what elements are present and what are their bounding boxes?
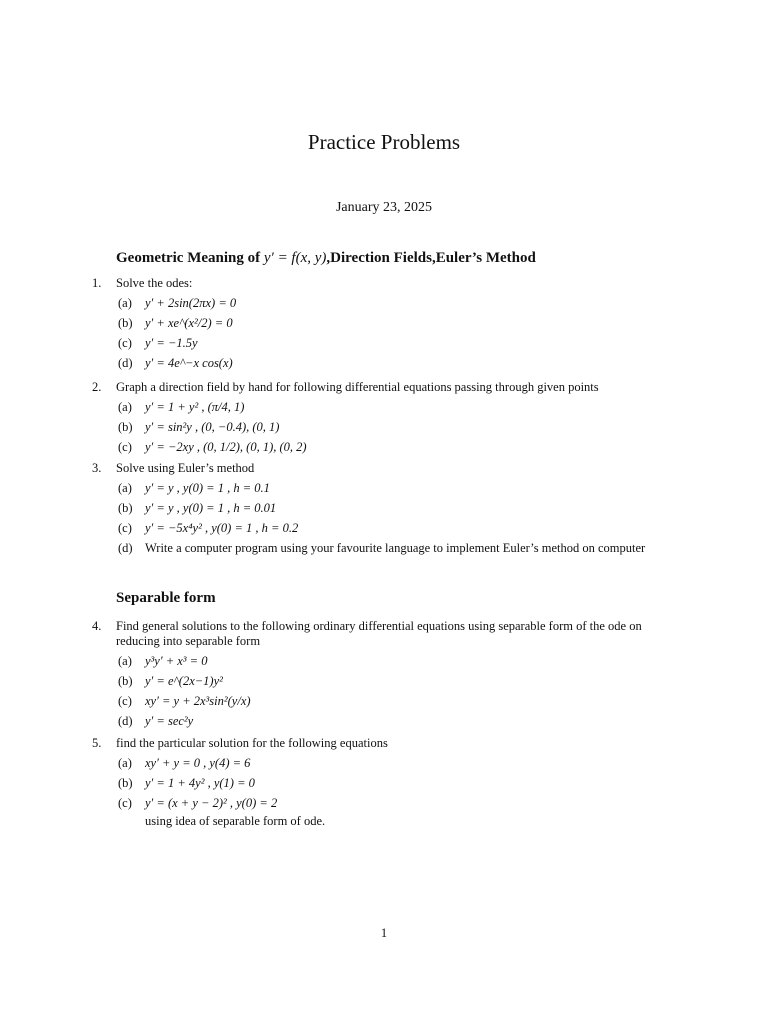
- problem-item: [118, 756, 682, 776]
- problem-item: [118, 521, 682, 541]
- item-text: y′ = y , y(0) = 1 , h = 0.1: [145, 481, 270, 495]
- problem-item: [118, 654, 682, 674]
- problem-5: [92, 736, 682, 829]
- item-text: y′ = 1 + 4y² , y(1) = 0: [145, 776, 255, 790]
- item-label: (d): [118, 541, 133, 555]
- item-text: y′ = e^(2x−1)y²: [145, 674, 223, 688]
- problem-item: [118, 796, 682, 816]
- item-label: (c): [118, 521, 132, 535]
- item-text: y′ + 2sin(2πx) = 0: [145, 296, 237, 310]
- item-text: Write a computer program using your favourite language to implement Euler’s method on computer: [145, 541, 646, 555]
- problem-number: 5.: [92, 736, 102, 750]
- problem-2: [92, 380, 682, 460]
- problem-items: [118, 400, 682, 460]
- item-text: y′ + xe^(x²/2) = 0: [145, 316, 233, 330]
- section-heading-geometric: [116, 250, 536, 267]
- section-heading-post: ,Direction Fields,Euler’s Method: [326, 250, 536, 266]
- item-label: (c): [118, 694, 132, 708]
- problem-items: [118, 481, 682, 577]
- problem-number: 1.: [92, 276, 102, 290]
- item-text: y′ = −2xy , (0, 1/2), (0, 1), (0, 2): [145, 440, 307, 454]
- item-text: y′ = −1.5y: [145, 336, 198, 350]
- item-text: y′ = sec²y: [145, 714, 194, 728]
- section-heading-separable: Separable form: [116, 590, 216, 606]
- problem-number: 3.: [92, 461, 102, 475]
- item-text: y′ = sin²y , (0, −0.4), (0, 1): [145, 420, 280, 434]
- problem-item: [118, 400, 682, 420]
- problem-item: [118, 541, 682, 577]
- item-text: y³y′ + x³ = 0: [145, 654, 208, 668]
- problem-item: [118, 501, 682, 521]
- item-label: (c): [118, 796, 132, 810]
- item-label: (a): [118, 296, 132, 310]
- problem-item: [118, 356, 682, 376]
- item-label: (c): [118, 336, 132, 350]
- problem-stem: Find general solutions to the following ordinary differential equations using separable form of the ode on reducing into separable form: [116, 619, 642, 648]
- problem-3: [92, 461, 682, 577]
- item-label: (a): [118, 400, 132, 414]
- item-label: (b): [118, 501, 133, 515]
- problem-item: [118, 316, 682, 336]
- problem-item: [118, 714, 682, 734]
- problem-items: [118, 654, 682, 734]
- problem-item: [118, 440, 682, 460]
- document-date: January 23, 2025: [335, 200, 433, 215]
- item-label: (a): [118, 654, 132, 668]
- problem-item: [118, 694, 682, 714]
- problem-item: [118, 776, 682, 796]
- problem-item: [118, 674, 682, 694]
- problem-number: 2.: [92, 380, 102, 394]
- problem-stem: find the particular solution for the following equations: [116, 736, 388, 750]
- item-label: (c): [118, 440, 132, 454]
- item-label: (b): [118, 316, 133, 330]
- document-title: Practice Problems: [307, 130, 461, 154]
- item-label: (b): [118, 420, 133, 434]
- section-heading-pre: Geometric Meaning of: [116, 250, 264, 266]
- item-label: (a): [118, 481, 132, 495]
- problem-items: [118, 756, 682, 816]
- section-heading-math: y′ = f(x, y): [263, 250, 327, 266]
- item-label: (d): [118, 714, 133, 728]
- item-text: xy′ + y = 0 , y(4) = 6: [145, 756, 251, 770]
- problem-number: 4.: [92, 619, 102, 633]
- item-text: y′ = 4e^−x cos(x): [145, 356, 233, 370]
- problem-item: [118, 481, 682, 501]
- item-label: (b): [118, 776, 133, 790]
- item-text: y′ = y , y(0) = 1 , h = 0.01: [145, 501, 277, 515]
- item-label: (a): [118, 756, 132, 770]
- problem-items: [118, 296, 682, 376]
- problem-note: using idea of separable form of ode.: [145, 814, 326, 828]
- problem-stem: Solve using Euler’s method: [116, 461, 255, 475]
- item-label: (b): [118, 674, 133, 688]
- page-number: 1: [380, 926, 388, 940]
- item-text: y′ = −5x⁴y² , y(0) = 1 , h = 0.2: [145, 521, 299, 535]
- item-text: y′ = (x + y − 2)² , y(0) = 2: [145, 796, 278, 810]
- problem-item: [118, 336, 682, 356]
- problem-4: [92, 619, 682, 734]
- problem-item: [118, 296, 682, 316]
- problem-1: [92, 276, 682, 376]
- item-label: (d): [118, 356, 133, 370]
- problem-stem: Solve the odes:: [116, 276, 193, 290]
- problem-stem: Graph a direction field by hand for following differential equations passing through given points: [116, 380, 599, 394]
- item-text: y′ = 1 + y² , (π/4, 1): [145, 400, 245, 414]
- item-text: xy′ = y + 2x³sin²(y/x): [145, 694, 251, 708]
- problem-item: [118, 420, 682, 440]
